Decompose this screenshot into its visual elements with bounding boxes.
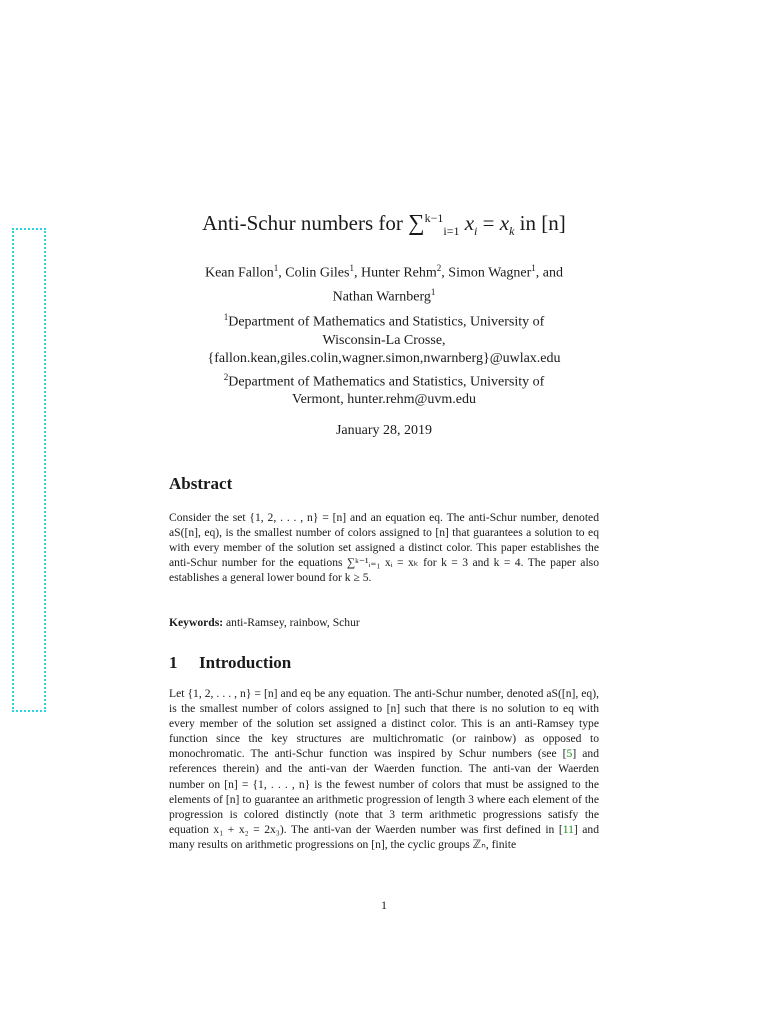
author-and: , and	[535, 265, 564, 281]
affil2-line1: Department of Mathematics and Statistics, University of	[228, 374, 545, 390]
title-var-k: k	[509, 224, 515, 239]
section-number: 1	[169, 653, 178, 672]
title-equals: =	[482, 211, 495, 235]
section-heading	[169, 653, 291, 673]
affil-marker: 2	[436, 263, 442, 273]
citation-link[interactable]: 11	[562, 822, 574, 836]
paper-date: January 28, 2019	[335, 423, 433, 438]
abstract-heading: Abstract	[169, 474, 233, 493]
affil-marker: 2	[223, 371, 229, 382]
title-var-i: i	[474, 224, 478, 239]
title-text: Anti-Schur numbers for	[202, 211, 403, 235]
affil-marker: 1	[273, 263, 279, 273]
abstract-text: Consider the set {1, 2, . . . , n} = [n] and an equation eq. The anti-Schur number, denoted aS([n], eq), is the smallest number of colors assigned to [n] that guarantees a solution to eq with every member of the solution set assigned a distinct color. This paper establishes the anti-Schur number for the equations ∑ᵏ⁻¹ᵢ₌₁ xᵢ = xₖ for k = 3 and k = 4. The paper also establishes a general lower bound for k ≥ 5.	[169, 511, 599, 585]
authors	[150, 259, 618, 306]
author-giles: , Colin Giles	[278, 265, 350, 281]
author-wagner: , Simon Wagner	[441, 265, 532, 281]
author-rehm: , Hunter Rehm	[353, 265, 437, 281]
sum-upper-limit: k−1	[424, 211, 444, 225]
sum-symbol: ∑	[408, 210, 425, 235]
affil1-line1: Department of Mathematics and Statistics, University of	[228, 314, 545, 330]
author-warnberg: Nathan Warnberg	[332, 289, 431, 305]
keywords	[169, 616, 360, 629]
affiliations	[150, 308, 618, 409]
affil1-line2: Wisconsin-La Crosse,	[322, 332, 446, 348]
affil-marker: 1	[430, 286, 436, 297]
keywords-label: Keywords:	[169, 616, 224, 629]
section-title: Introduction	[199, 653, 292, 672]
citation-link[interactable]: 5	[566, 747, 573, 761]
affil1-emails: {fallon.kean,giles.colin,wagner.simon,nwarnberg}@uwlax.edu	[207, 350, 561, 366]
arxiv-stamp	[12, 228, 46, 712]
affil-marker: 1	[223, 312, 229, 322]
title-var-xk: x	[499, 211, 510, 235]
affil2-line2: Vermont, hunter.rehm@uvm.edu	[292, 392, 476, 408]
affil-marker: 1	[531, 263, 536, 273]
affil-marker: 1	[349, 263, 354, 273]
intro-part3: ] and many results on arithmetic progressions on [n], the cyclic groups ℤₙ, finite	[169, 822, 599, 851]
intro-part2: ] and references therein) and the anti-van der Waerden function. The anti-van der Waerden number on [n] = {1, . . . , n} is the fewest number of colors that must be assigned to the elements of [n] to guarantee an arithmetic progression of length 3 where each element of the progression is colored distinctly (note that 3 term arithmetic progressions satisfy the equation x₁ + x₂ = 2x₃). The anti-van der Waerden number was first defined in [	[169, 747, 599, 836]
keywords-value: anti-Ramsey, rainbow, Schur	[226, 616, 360, 629]
sum-lower-limit: i=1	[443, 224, 460, 239]
author-fallon: Kean Fallon	[204, 265, 274, 281]
intro-text	[169, 686, 599, 852]
paper-title	[0, 203, 768, 246]
title-var-x: x	[464, 211, 475, 235]
intro-part1: Let {1, 2, . . . , n} = [n] and eq be any equation. The anti-Schur number, denoted aS([n], eq), is the smallest number of colors assigned to [n] such that there is no solution to eq with every member of the solution set assigned a distinct color. This is an anti-Ramsey type function since the key structures are multichromatic (or rainbow) as opposed to monochromatic. The anti-Schur function was inspired by Schur numbers (see [	[169, 687, 599, 761]
page-number: 1	[381, 898, 387, 912]
title-tail: in [n]	[519, 211, 566, 235]
